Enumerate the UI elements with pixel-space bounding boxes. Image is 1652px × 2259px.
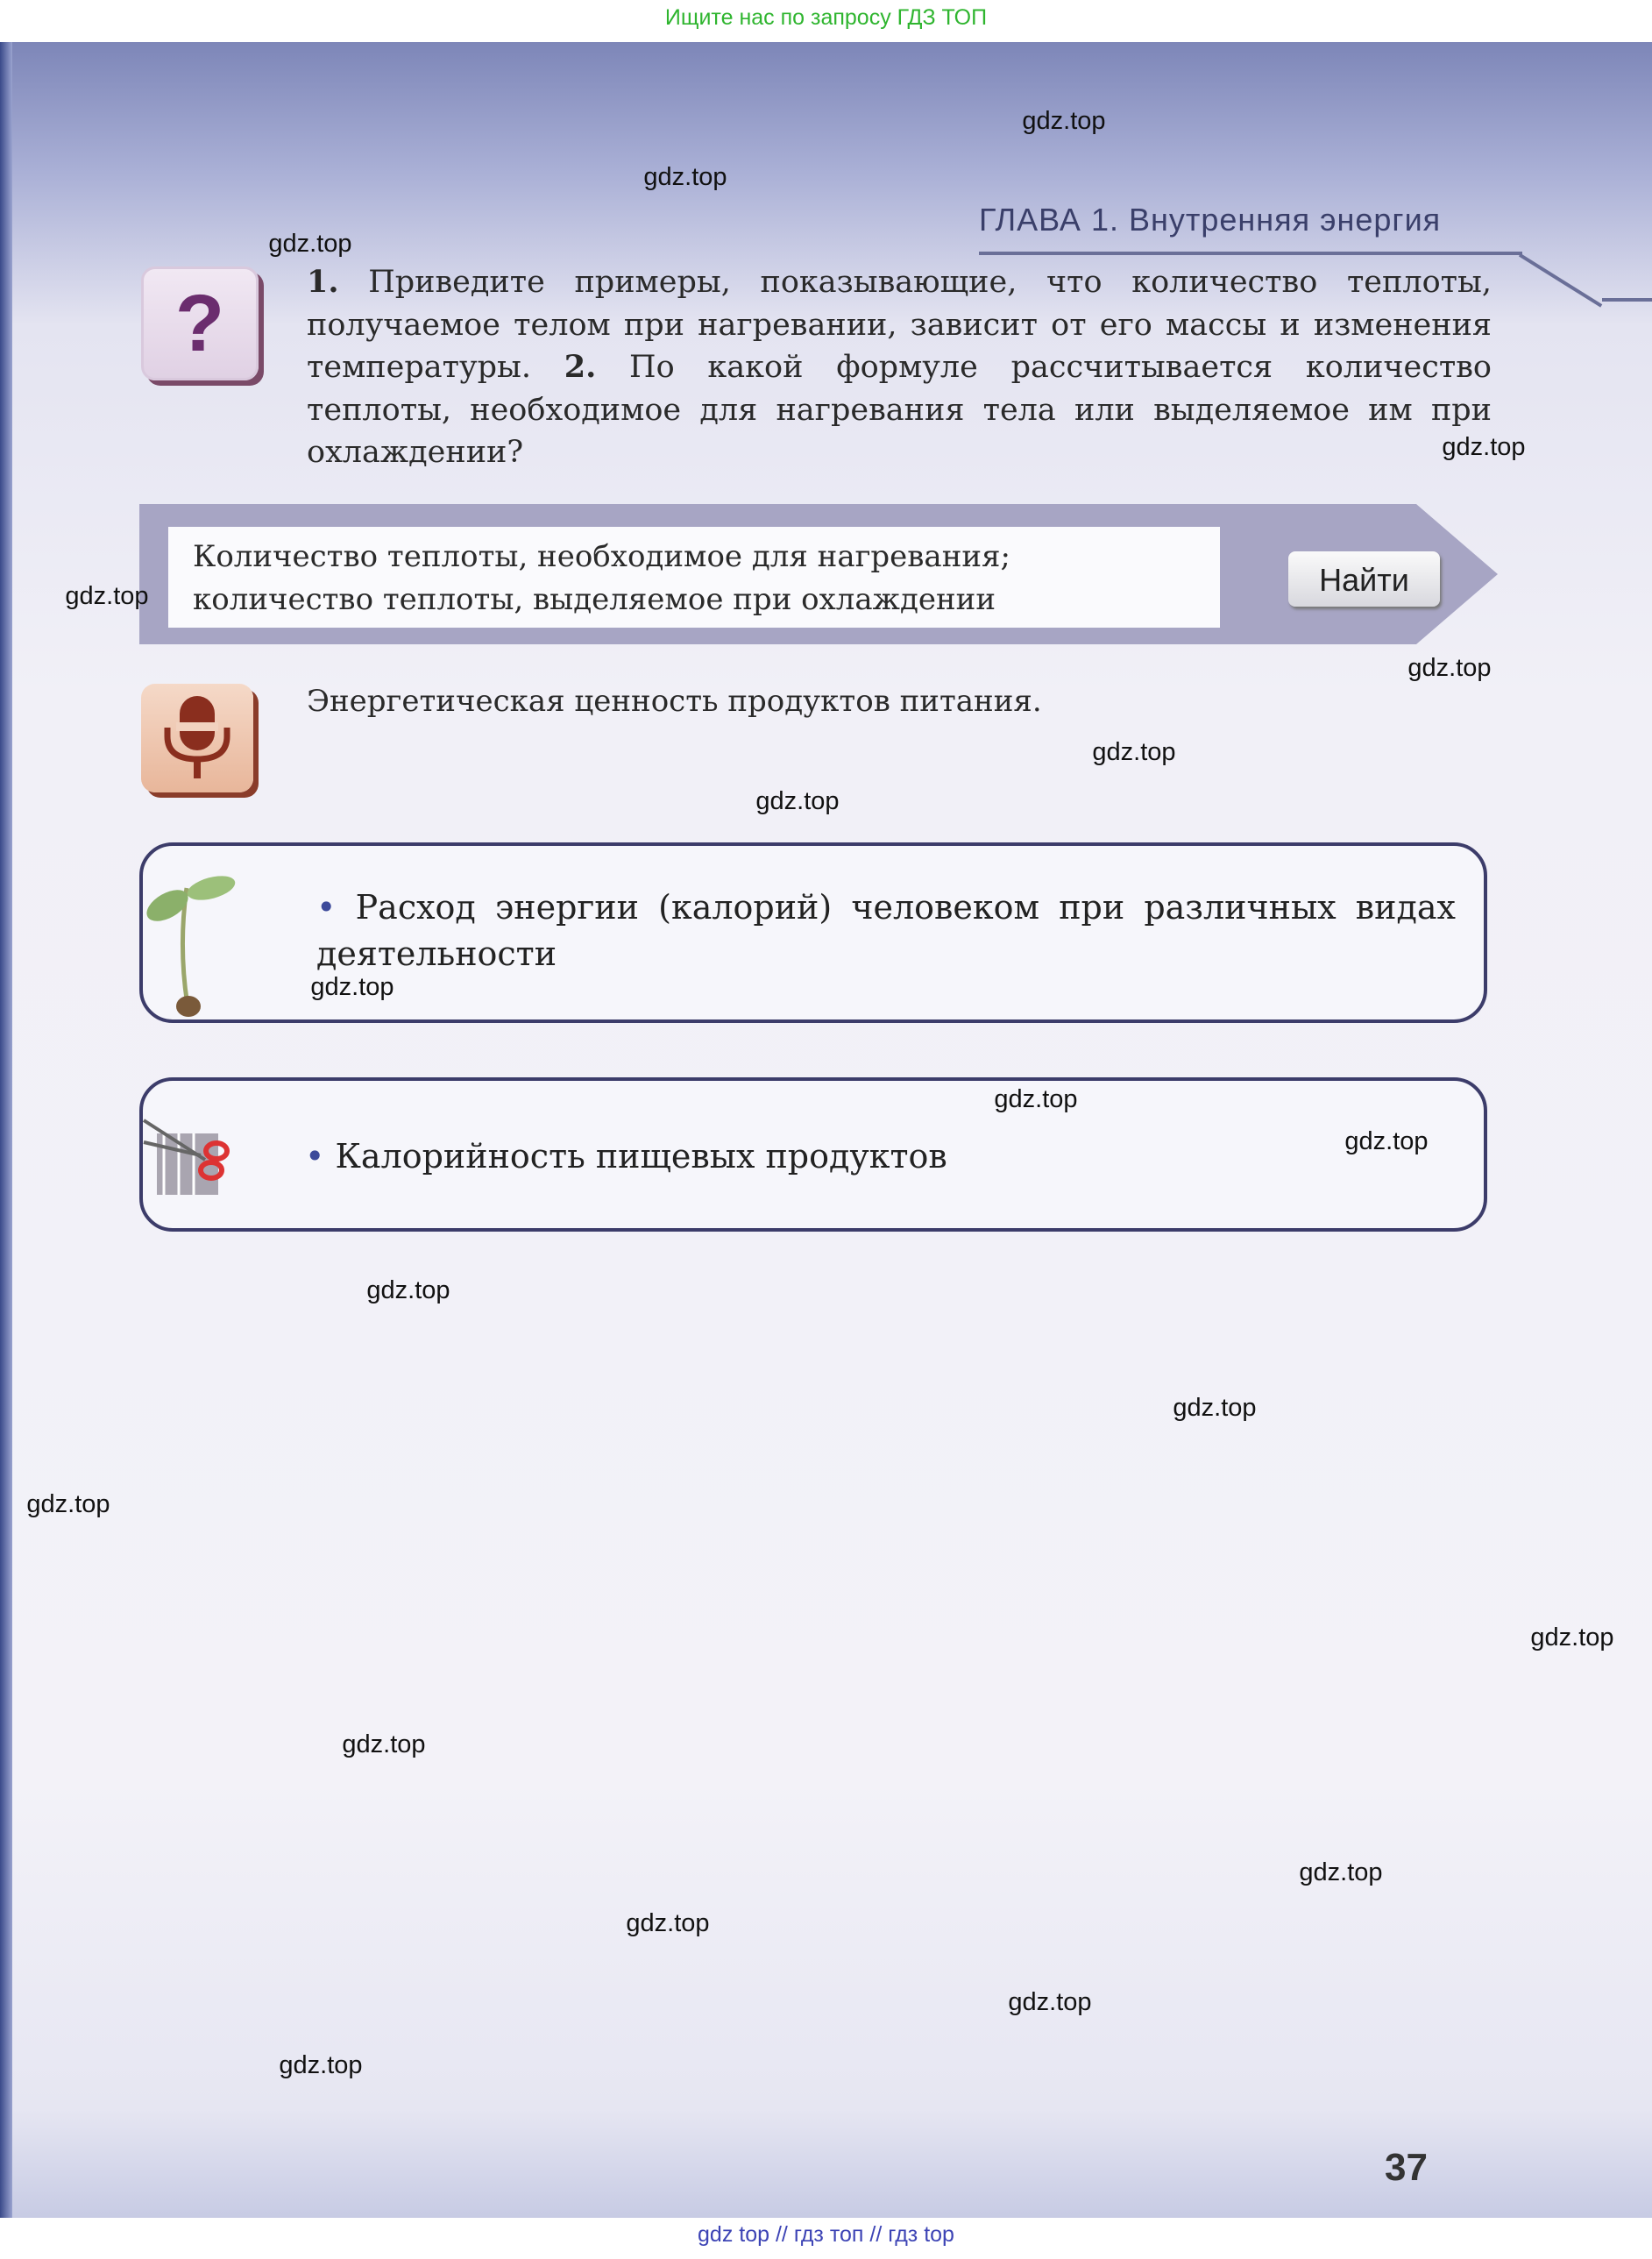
bullet: • <box>316 888 337 927</box>
question-text <box>307 261 1492 474</box>
header-divider <box>979 252 1522 255</box>
question-1: Приведите примеры, показывающие, что количество теплоты, получаемое телом при нагревании, зависит от его массы и изменения температуры. <box>307 265 1492 385</box>
chapter-header: ГЛАВА 1. Внутренняя энергия <box>979 202 1442 238</box>
watermark: gdz.top <box>342 1730 426 1758</box>
bottom-banner[interactable]: gdz top // гдз топ // гдз top <box>698 2222 954 2247</box>
topic-text[interactable] <box>305 1133 947 1180</box>
topic-card[interactable] <box>139 1077 1487 1232</box>
search-query-line: Количество теплоты, необходимое для нагревания; <box>193 539 1010 574</box>
page-number: 37 <box>1385 2146 1428 2189</box>
watermark: gdz.top <box>1344 1127 1429 1155</box>
watermark: gdz.top <box>755 787 840 815</box>
topic-label: Калорийность пищевых продуктов <box>335 1137 947 1176</box>
watermark: gdz.top <box>279 2051 363 2079</box>
watermark: gdz.top <box>1299 1858 1383 1886</box>
watermark: gdz.top <box>310 973 394 1001</box>
watermark: gdz.top <box>1530 1623 1614 1652</box>
watermark: gdz.top <box>268 230 352 258</box>
question-number: 1. <box>307 264 339 300</box>
watermark: gdz.top <box>1173 1394 1257 1422</box>
topic-label: Расход энергии (калорий) человеком при различных видах деятельности <box>316 888 1456 973</box>
topic-text[interactable] <box>316 884 1456 977</box>
sprout-icon <box>136 853 241 1019</box>
find-button[interactable]: Найти <box>1288 551 1440 607</box>
search-input[interactable] <box>168 527 1220 628</box>
scissors-icon <box>139 1116 236 1204</box>
watermark: gdz.top <box>1407 654 1492 682</box>
watermark: gdz.top <box>1022 107 1106 135</box>
question-mark-icon: ? <box>141 266 259 380</box>
top-banner[interactable]: Ищите нас по запросу ГДЗ ТОП <box>664 5 988 30</box>
header-divider <box>1602 298 1652 302</box>
watermark: gdz.top <box>26 1490 110 1518</box>
watermark: gdz.top <box>1008 1988 1092 2016</box>
watermark: gdz.top <box>366 1276 450 1304</box>
bullet: • <box>305 1137 325 1176</box>
microphone-icon[interactable] <box>141 684 253 792</box>
search-query-line: количество теплоты, выделяемое при охлаждении <box>193 582 996 617</box>
watermark: gdz.top <box>65 582 149 610</box>
question-number: 2. <box>564 349 597 385</box>
audio-topic-text[interactable]: Энергетическая ценность продуктов питания. <box>307 684 1042 719</box>
watermark: gdz.top <box>1092 738 1176 766</box>
watermark: gdz.top <box>643 163 727 191</box>
watermark: gdz.top <box>1442 433 1526 461</box>
question-2: По какой формуле рассчитывается количество теплоты, необходимое для нагревания тела или выделяемое им при охлаждении? <box>307 350 1492 470</box>
watermark: gdz.top <box>994 1085 1078 1113</box>
watermark: gdz.top <box>626 1909 710 1937</box>
